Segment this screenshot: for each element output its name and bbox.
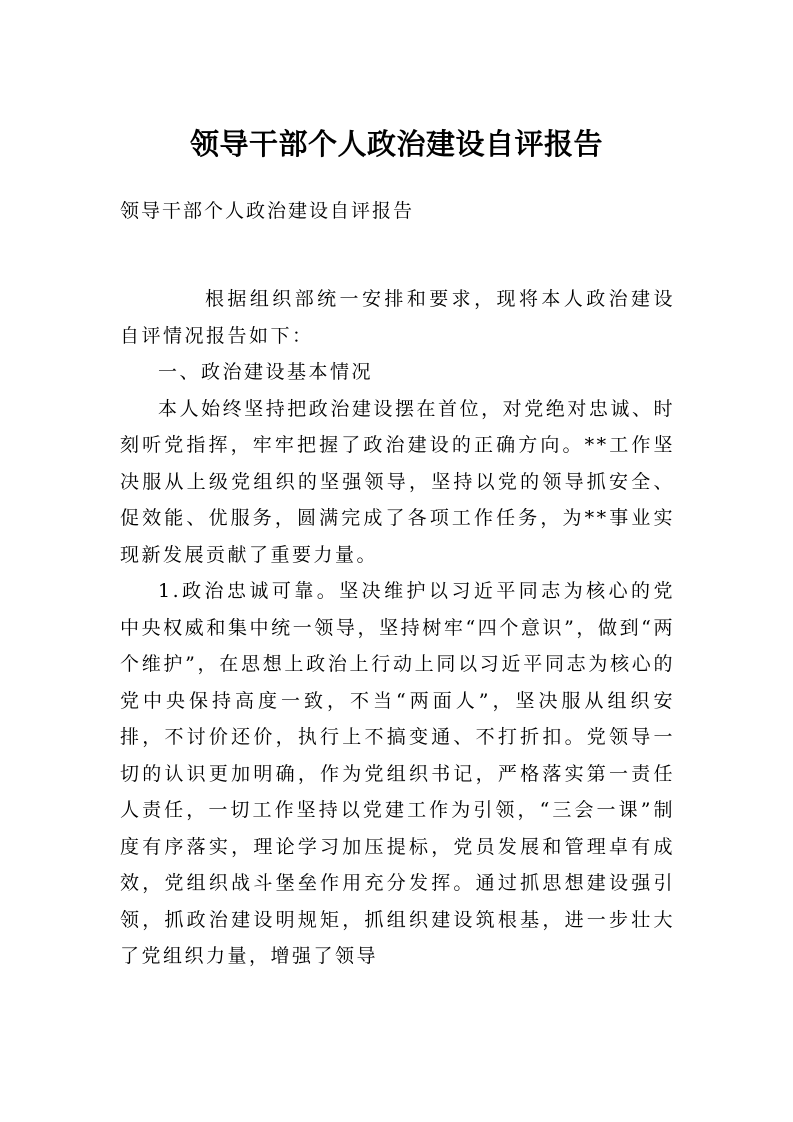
document-body: [120, 281, 675, 975]
section-heading: 一、政治建设基本情况: [158, 361, 374, 383]
document-subtitle: 领导干部个人政治建设自评报告: [120, 200, 415, 222]
document-title: 领导干部个人政治建设自评报告: [189, 127, 603, 161]
paragraph-intro: 根据组织部统一安排和要求，现将本人政治建设自评情况报告如下：: [120, 288, 675, 347]
paragraph: 本人始终坚持把政治建设摆在首位，对党绝对忠诚、时刻听党指挥，牢牢把握了政治建设的正确方向。**工作坚决服从上级党组织的坚强领导，坚持以党的领导抓安全、促效能、优服务，圆满完成了各项工作任务，为**事业实现新发展贡献了重要力量。: [120, 397, 675, 566]
paragraph: 1.政治忠诚可靠。坚决维护以习近平同志为核心的党中央权威和集中统一领导，坚持树牢“四个意识”，做到“两个维护”，在思想上政治上行动上同以习近平同志为核心的党中央保持高度一致，不当“两面人”，坚决服从组织安排，不讨价还价，执行上不搞变通、不打折扣。党领导一切的认识更加明确，作为党组织书记，严格落实第一责任人责任，一切工作坚持以党建工作为引领，“三会一课”制度有序落实，理论学习加压提标，党员发展和管理卓有成效，党组织战斗堡垒作用充分发挥。通过抓思想建设强引领，抓政治建设明规矩，抓组织建设筑根基，进一步壮大了党组织力量，增强了领导: [120, 580, 675, 967]
